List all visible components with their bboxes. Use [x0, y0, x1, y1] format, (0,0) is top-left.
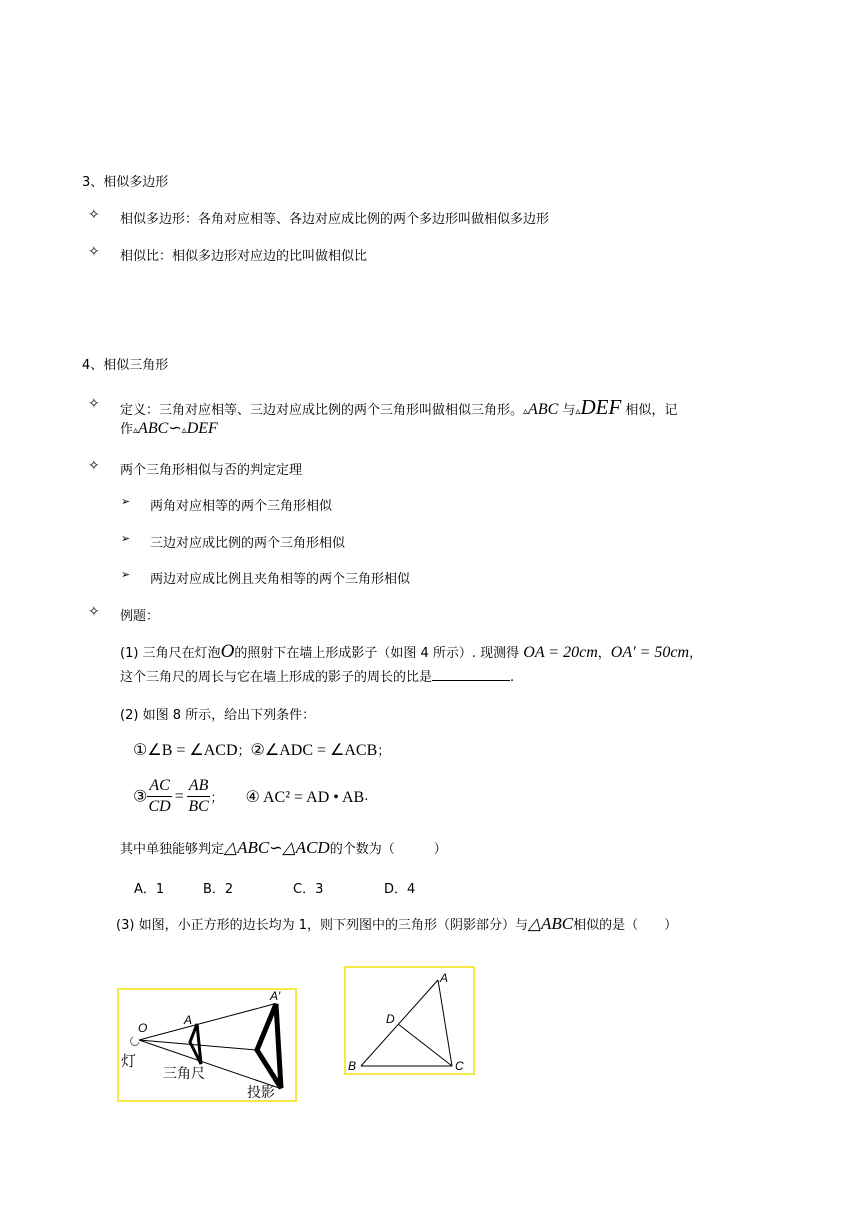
triangle-icon: ▵ [181, 425, 187, 436]
option-c: C．3 [293, 882, 324, 897]
frac-num: AC [147, 776, 171, 797]
condition-3-label: ③ [133, 788, 148, 806]
sep-3: ； [210, 791, 224, 806]
label-o: O [138, 1021, 148, 1035]
theorem-1: 两角对应相等的两个三角形相似 [150, 499, 333, 514]
diamond-bullet-icon: ✧ [88, 207, 100, 223]
q1-comma-2: ， [689, 646, 703, 661]
definition-line-2 [120, 418, 218, 438]
theorem-2: 三边对应成比例的两个三角形相似 [150, 536, 346, 551]
q1-point-o: O [220, 641, 235, 662]
label-shadow: 投影 [247, 1085, 275, 1100]
diamond-bullet-icon: ✧ [88, 396, 100, 412]
q1-line-2-text: 这个三角尺的周长与它在墙上形成的影子的周长的比是 [120, 670, 433, 685]
frac-num: AB [187, 776, 211, 797]
q1-text-b: 的照射下在墙上形成影子（如图 4 所示）. 现测得 [234, 646, 520, 661]
tri-abc-2: ABC [138, 420, 169, 437]
q3-text-a: 如图，小正方形的边长均为 1，则下列图中的三角形（阴影部分）与 [138, 918, 528, 933]
q2-ask-b: 的个数为（ ） [329, 842, 447, 857]
figure-lamp-shadow [117, 988, 297, 1102]
q2-sim: ∽ [269, 840, 283, 857]
section-4-title: 4、相似三角形 [82, 358, 169, 373]
fraction-ac-cd [147, 776, 171, 817]
definition-tail: 相似，记 [625, 403, 678, 418]
arrow-bullet-icon: ➢ [121, 568, 131, 581]
label-d: D [386, 1012, 395, 1026]
label-a: A [440, 971, 449, 985]
side-ab [361, 980, 438, 1066]
label-triangle-ruler: 三角尺 [163, 1066, 205, 1082]
q2-conditions-1-2 [133, 740, 390, 760]
sep-1: ； [237, 744, 251, 759]
tri-def: DEF [580, 395, 622, 419]
theorem-3: 两边对应成比例且夹角相等的两个三角形相似 [150, 572, 411, 587]
q2-line-1 [120, 704, 315, 723]
q3-number: (3) [116, 918, 135, 933]
label-b: B [348, 1059, 357, 1073]
sec3-item-1: 相似多边形：各角对应相等、各边对应成比例的两个多边形叫做相似多边形 [120, 212, 550, 227]
option-d: D．4 [384, 882, 416, 897]
q2-text: 如图 8 所示，给出下列条件： [142, 708, 316, 723]
q2-question [120, 838, 447, 858]
zuo-text: 作 [120, 422, 134, 437]
side-ac [438, 980, 452, 1066]
label-lamp: 灯 [121, 1052, 137, 1070]
q3-text-b: 相似的是（ ） [573, 918, 678, 933]
fraction-ab-bc [187, 776, 211, 817]
q1-text-a: 三角尺在灯泡 [142, 646, 221, 661]
segment-dc [398, 1024, 452, 1066]
diamond-bullet-icon: ✧ [88, 604, 100, 620]
triangle-icon: ▵ [133, 425, 139, 436]
answer-blank[interactable] [432, 668, 510, 681]
theorem-title: 两个三角形相似与否的判定定理 [120, 463, 303, 478]
sep-2: ； [377, 744, 391, 759]
q3-tri-abc: △ABC [527, 914, 574, 933]
q2-ask-a: 其中单独能够判定 [120, 842, 225, 857]
and-text: 与 [562, 403, 576, 418]
lamp-shadow-diagram [119, 990, 295, 1100]
definition-line-1 [120, 395, 677, 420]
ray-top [139, 1004, 274, 1040]
diamond-bullet-icon: ✧ [88, 458, 100, 474]
frac-den: BC [188, 798, 209, 815]
triangle-icon: ▵ [575, 406, 581, 417]
condition-2: ②∠ADC = ∠ACB [250, 742, 378, 759]
condition-4: ④ AC² = AD • AB [245, 788, 365, 806]
option-a: A．1 [134, 882, 165, 897]
frac-den: CD [148, 798, 171, 815]
label-a: A [184, 1013, 193, 1027]
q2-period: . [364, 789, 369, 804]
q1-comma: ， [597, 646, 611, 661]
section-3-title: 3、相似多边形 [82, 175, 169, 190]
q1-line-1 [120, 641, 702, 663]
arrow-bullet-icon: ➢ [121, 495, 131, 508]
arrow-bullet-icon: ➢ [121, 532, 131, 545]
lamp-bulb-icon [131, 1037, 140, 1046]
q2-tri-acd: △ACD [282, 838, 330, 857]
sec3-item-2: 相似比：相似多边形对应边的比叫做相似比 [120, 249, 368, 264]
q2-tri-abc: △ABC [224, 838, 270, 857]
diamond-bullet-icon: ✧ [88, 244, 100, 260]
option-b: B．2 [203, 882, 234, 897]
q1-period: . [510, 670, 515, 685]
triangle-abcd-diagram [346, 968, 473, 1073]
q1-number: (1) [120, 646, 139, 661]
example-title: 例题： [120, 609, 160, 624]
shadow-shape [257, 1004, 281, 1088]
q3-line [116, 914, 677, 934]
label-a-prime: A′ [270, 990, 281, 1003]
definition-text: 定义：三角对应相等、三边对应成比例的两个三角形叫做相似三角形。 [120, 403, 524, 418]
figure-triangle-abcd [344, 966, 475, 1075]
tri-def-2: DEF [186, 420, 218, 437]
q1-eq-oa-prime: OA′ = 50cm [610, 644, 690, 661]
label-c: C [455, 1059, 464, 1073]
triangle-icon: ▵ [523, 406, 529, 417]
similar-symbol: ∽ [168, 420, 182, 437]
condition-1: ①∠B = ∠ACD [133, 742, 238, 759]
q2-number: (2) [120, 708, 139, 723]
equals-sign: = [174, 787, 184, 805]
tri-abc: ABC [528, 401, 559, 418]
q1-line-2 [120, 666, 514, 685]
q1-eq-oa: OA = 20cm [523, 644, 598, 661]
q2-conditions-3-4 [133, 776, 368, 817]
